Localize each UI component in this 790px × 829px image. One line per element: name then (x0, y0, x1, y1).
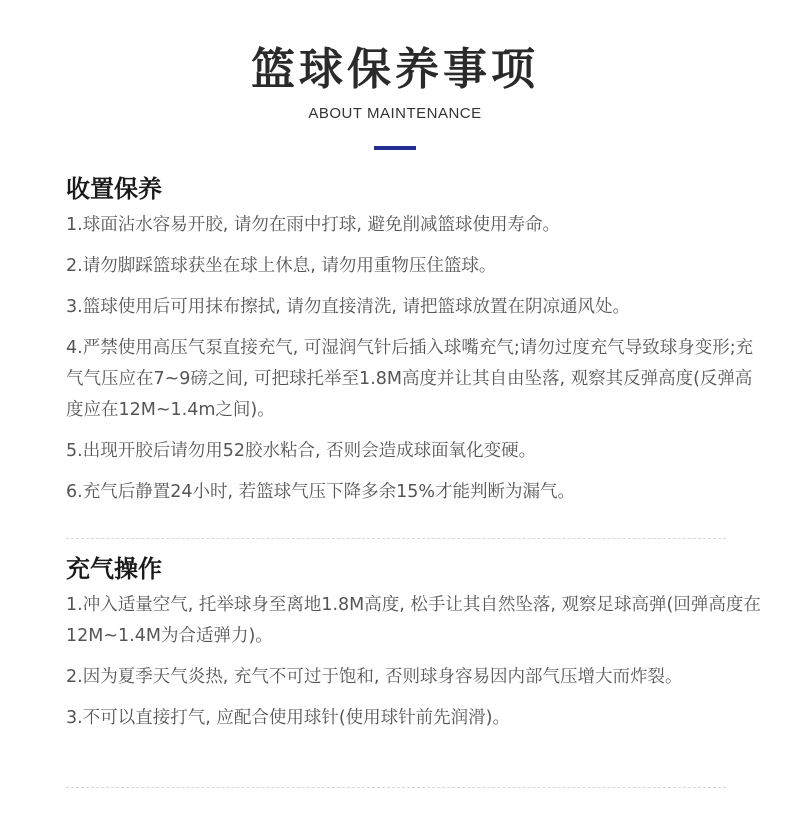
list-item: 2.请勿脚踩篮球获坐在球上休息, 请勿用重物压住篮球。 (66, 256, 497, 276)
section-title: 收置保养 (66, 175, 162, 203)
page-title: 篮球保养事项 (251, 44, 539, 95)
list-item: 2.因为夏季天气炎热, 充气不可过于饱和, 否则球身容易因内部气压增大而炸裂。 (66, 667, 683, 687)
section-divider (66, 787, 726, 788)
section-inflation-operation (66, 552, 766, 744)
list-item: 5.出现开胶后请勿用52胶水粘合, 否则会造成球面氧化变硬。 (66, 441, 537, 461)
section-storage-maintenance (66, 172, 766, 518)
list-item: 1.冲入适量空气, 托举球身至离地1.8M高度, 松手让其自然坠落, 观察足球高弹(回弹高度在12M~1.4M为合适弹力)。 (66, 595, 761, 646)
list-item: 3.篮球使用后可用抹布擦拭, 请勿直接清洗, 请把篮球放置在阴凉通风处。 (66, 297, 630, 317)
title-accent-bar (374, 146, 416, 150)
list-item: 3.不可以直接打气, 应配合使用球针(使用球针前先润滑)。 (66, 708, 510, 728)
list-item: 1.球面沾水容易开胶, 请勿在雨中打球, 避免削减篮球使用寿命。 (66, 215, 560, 235)
list-item: 6.充气后静置24小时, 若篮球气压下降多余15%才能判断为漏气。 (66, 482, 575, 502)
section-title: 充气操作 (66, 555, 162, 583)
page-subtitle: ABOUT MAINTENANCE (308, 105, 482, 122)
list-item: 4.严禁使用高压气泵直接充气, 可湿润气针后插入球嘴充气;请勿过度充气导致球身变形;充气气压应在7~9磅之间, 可把球托举至1.8M高度并让其自由坠落, 观察其反弹高度(反弹高度应在12M~1.4m之间)。 (66, 338, 754, 420)
section-divider (66, 538, 726, 539)
page-header (0, 40, 790, 150)
